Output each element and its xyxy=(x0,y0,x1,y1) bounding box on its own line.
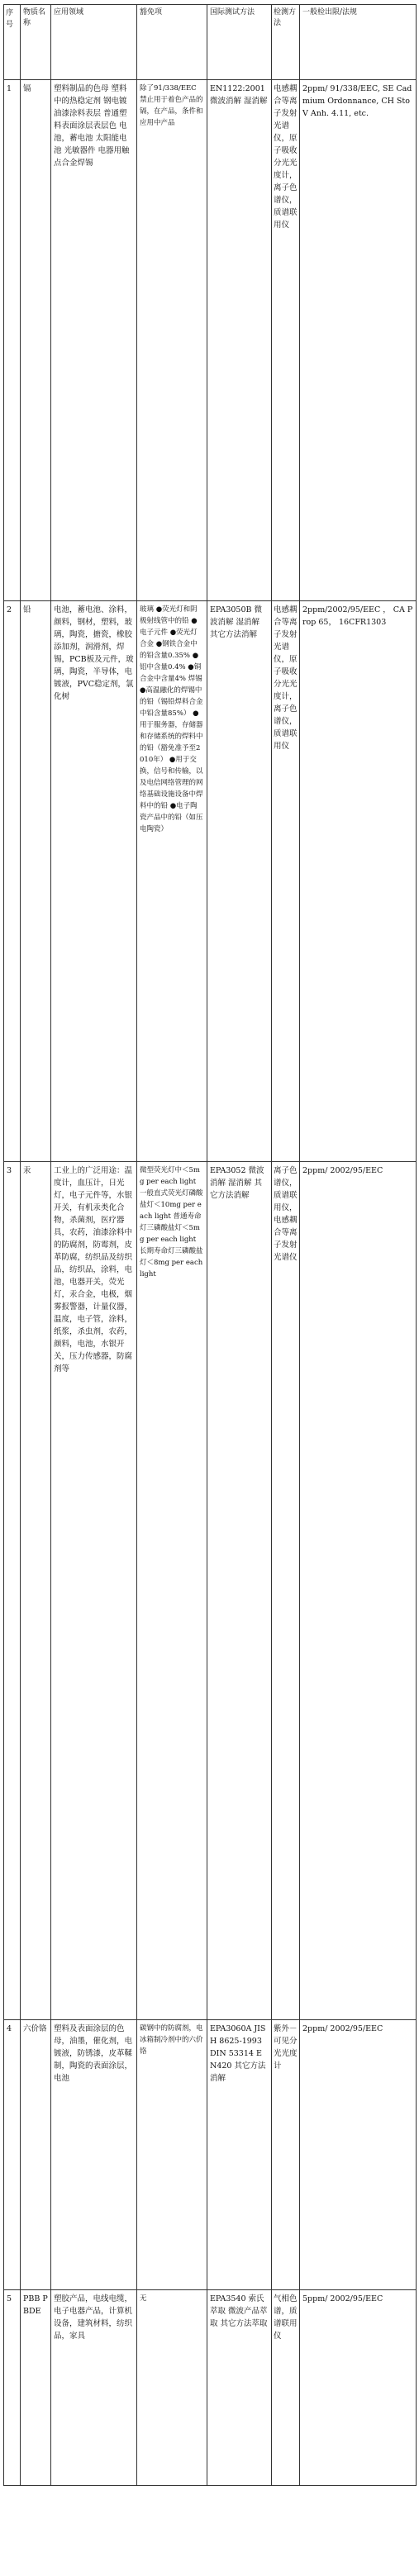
test-method: EPA3060A JIS H 8625-1993 DIN 53314 EN420 其它方法消解 xyxy=(207,2020,272,2290)
row-number: 3 xyxy=(4,1162,21,2020)
header-test-method: 国际测试方法 xyxy=(207,5,272,80)
exemption-text: 无 xyxy=(137,2290,207,2486)
exemption-text: 微型荧光灯中＜5mg per each light 一般直式荧光灯磷酸盐灯＜10mg per each light 普通寿命灯三磷酸盐灯＜5mg per each light 长期寿命灯三磷酸盐灯＜8mg per each light xyxy=(137,1162,207,2020)
substance-name: 汞 xyxy=(21,1162,51,2020)
row-number: 4 xyxy=(4,2020,21,2290)
limit-regulation: 2ppm/ 2002/95/EEC xyxy=(300,1162,417,2020)
header-exemption: 豁免项 xyxy=(137,5,207,80)
header-row xyxy=(4,5,417,80)
detection-method: 紫外－可见分光光度计 xyxy=(272,2020,300,2290)
limit-regulation: 2ppm/ 91/338/EEC, SE Cadmium Ordonnance, CH StoV Anh. 4.11, etc. xyxy=(300,80,417,601)
table-row xyxy=(4,2020,417,2290)
limit-regulation: 2ppm/ 2002/95/EEC xyxy=(300,2020,417,2290)
test-method: EN1122:2001 微波消解 湿消解 xyxy=(207,80,272,601)
test-method: EPA3052 微波消解 湿消解 其它方法消解 xyxy=(207,1162,272,2020)
row-number: 2 xyxy=(4,601,21,1162)
substance-name: 六价铬 xyxy=(21,2020,51,2290)
header-application: 应用领域 xyxy=(51,5,137,80)
row-number: 1 xyxy=(4,80,21,601)
table-row xyxy=(4,601,417,1162)
application-field: 工业上的广泛用途：温度计，血压计，日光灯，电子元件等，水银开关，有机汞类化合物，杀菌剂，医疗器具，农药，油漆涂料中的防腐剂，防霉剂，皮革防腐，纺织品及纺织品，纺织品，涂料，电池，电器开关，荧光灯，汞合金，电极，烟雾报警器，计量仪器，温度，电子管，涂料，纸浆，杀虫剂，农药，颜料，电池，水银开关，压力传感器，防腐剂等 xyxy=(51,1162,137,2020)
application-field: 塑料及表面涂层的色母，油墨，催化剂，电镀液，防锈漆，皮革鞣制，陶瓷的表面涂层，电池 xyxy=(51,2020,137,2290)
application-field: 塑料制品的色母 塑料中的热稳定剂 钢电镀 油漆涂料表层 普通塑料表面涂层表层色 电池，蓄电池 太阳能电池 光敏器件 电器用触点合金焊锡 xyxy=(51,80,137,601)
exemption-text: 除了91/338/EEC 禁止用于着色产品的镉，在产品，条件和应用中产品 xyxy=(137,80,207,601)
header-limit: 一般检出限/法规 xyxy=(300,5,417,80)
detection-method: 电感耦合等离子发射光谱仪，原子吸收分光光度计，离子色谱仪，质谱联用仪 xyxy=(272,601,300,1162)
substance-name: PBB PBDE xyxy=(21,2290,51,2486)
header-serial: 序号 xyxy=(4,5,21,80)
detection-method: 离子色谱仪，质谱联用仪，电感耦合等离子发射光谱仪 xyxy=(272,1162,300,2020)
detection-method: 电感耦合等离子发射光谱仪，原子吸收分光光度计，离子色谱仪，质谱联用仪 xyxy=(272,80,300,601)
exemption-text: 玻璃 ●荧光灯和阴极射线管中的铅 ●电子元件 ●荧光灯 合金 ●钢铁合金中的铅含量0.35% ●铝中含量0.4% ●铜合金中含量4% 焊锡 ●高温融化的焊锡中的铅（锡铅焊料合金中铅含量85%） ●用于服务器，存储器和存储系统的焊料中的铅（豁免准予至2010年） ●用于交换，信号和传输，以及电信网络管理的网络基础设施设备中焊料中的铅 ●电子陶瓷产品中的铅（如压电陶瓷） xyxy=(137,601,207,1162)
header-detection: 检测方法 xyxy=(272,5,300,80)
table-row xyxy=(4,2290,417,2486)
application-field: 塑胶产品，电线电缆，电子电器产品，计算机设备，建筑材料，纺织品，家具 xyxy=(51,2290,137,2486)
row-number: 5 xyxy=(4,2290,21,2486)
substance-name: 镉 xyxy=(21,80,51,601)
regulation-table xyxy=(3,4,417,2486)
header-substance: 物质名称 xyxy=(21,5,51,80)
limit-regulation: 5ppm/ 2002/95/EEC xyxy=(300,2290,417,2486)
table-row xyxy=(4,1162,417,2020)
detection-method: 气相色谱，质谱联用仪 xyxy=(272,2290,300,2486)
application-field: 电池，蓄电池、涂料，颜料，钢材，塑料，玻璃，陶瓷，搪瓷，橡胶添加剂，润滑剂，焊锡，PCB板及元件，玻璃，陶瓷，半导体，电镀液，PVC稳定剂，氯化树 xyxy=(51,601,137,1162)
substance-name: 铅 xyxy=(21,601,51,1162)
limit-regulation: 2ppm/2002/95/EEC ， CA Prop 65， 16CFR1303 xyxy=(300,601,417,1162)
test-method: EPA3540 索氏萃取 微波产品萃取 其它方法萃取 xyxy=(207,2290,272,2486)
exemption-text: 碳钢中的防腐剂，电冰箱制冷剂中的六价铬 xyxy=(137,2020,207,2290)
table-row xyxy=(4,80,417,601)
test-method: EPA3050B 微波消解 湿消解 其它方法消解 xyxy=(207,601,272,1162)
